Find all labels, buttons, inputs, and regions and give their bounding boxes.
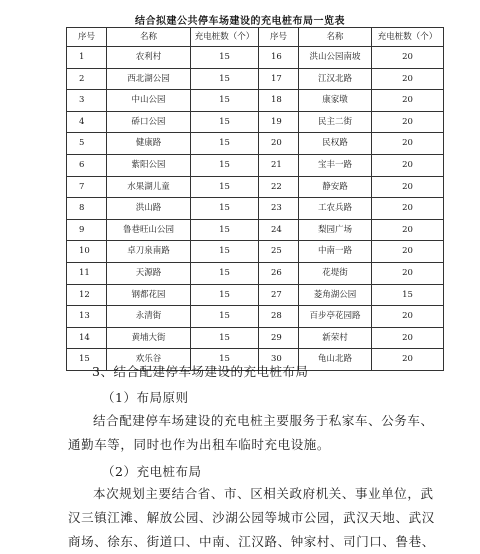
section-heading: 3、结合配建停车场建设的充电桩布局 (92, 364, 309, 379)
row-number-cell: 24 (259, 219, 299, 241)
pile-count-cell: 15 (191, 47, 259, 69)
table-row (67, 219, 444, 241)
row-number-cell: 20 (259, 133, 299, 155)
pile-count-cell: 20 (372, 47, 444, 69)
row-number-cell: 6 (67, 154, 107, 176)
paragraph-line: 本次规划主要结合省、市、区相关政府机关、事业单位，武 (93, 486, 434, 501)
location-name-cell: 钢都花园 (107, 284, 191, 306)
subheading-charging-pile-layout: （2）充电桩布局 (102, 464, 202, 479)
location-name-cell: 天源路 (107, 262, 191, 284)
table-row (67, 241, 444, 263)
column-header: 充电桩数（个） (191, 28, 259, 47)
pile-count-cell: 20 (372, 154, 444, 176)
pile-count-cell: 20 (372, 111, 444, 133)
pile-count-cell: 20 (372, 349, 444, 371)
row-number-cell: 19 (259, 111, 299, 133)
location-name-cell: 康家墩 (299, 90, 372, 112)
location-name-cell: 民主二街 (299, 111, 372, 133)
location-name-cell: 花堤街 (299, 262, 372, 284)
row-number-cell: 17 (259, 68, 299, 90)
pile-count-cell: 20 (372, 176, 444, 198)
location-name-cell: 紫阳公园 (107, 154, 191, 176)
table-title: 结合拟建公共停车场建设的充电桩布局一览表 (135, 16, 345, 27)
location-name-cell: 水果湖儿童 (107, 176, 191, 198)
pile-count-cell: 20 (372, 327, 444, 349)
location-name-cell: 民权路 (299, 133, 372, 155)
location-name-cell: 洪山路 (107, 198, 191, 220)
row-number-cell: 2 (67, 68, 107, 90)
row-number-cell: 5 (67, 133, 107, 155)
location-name-cell: 菱角湖公园 (299, 284, 372, 306)
row-number-cell: 11 (67, 262, 107, 284)
location-name-cell: 硚口公园 (107, 111, 191, 133)
row-number-cell: 22 (259, 176, 299, 198)
paragraph-line: 结合配建停车场建设的充电桩主要服务于私家车、公务车、 (93, 413, 434, 428)
table-row (67, 306, 444, 328)
paragraph-line: 商场、徐东、街道口、中南、江汉路、钟家村、司门口、鲁巷、 (68, 534, 435, 549)
charging-pile-table (66, 27, 444, 371)
pile-count-cell: 20 (372, 198, 444, 220)
table-header-row (67, 28, 444, 47)
row-number-cell: 23 (259, 198, 299, 220)
pile-count-cell: 20 (372, 68, 444, 90)
location-name-cell: 工农兵路 (299, 198, 372, 220)
row-number-cell: 8 (67, 198, 107, 220)
pile-count-cell: 20 (372, 306, 444, 328)
row-number-cell: 4 (67, 111, 107, 133)
pile-count-cell: 15 (191, 241, 259, 263)
table-row (67, 47, 444, 69)
location-name-cell: 鲁巷旺山公园 (107, 219, 191, 241)
paragraph-layout-principle (68, 409, 434, 457)
column-header: 名称 (299, 28, 372, 47)
table-row (67, 198, 444, 220)
row-number-cell: 13 (67, 306, 107, 328)
location-name-cell: 黄埔大街 (107, 327, 191, 349)
pile-count-cell: 15 (191, 306, 259, 328)
paragraph-line: 通勤车等，同时也作为出租车临时充电设施。 (68, 437, 331, 452)
table-row (67, 284, 444, 306)
pile-count-cell: 20 (372, 133, 444, 155)
pile-count-cell: 15 (191, 90, 259, 112)
row-number-cell: 9 (67, 219, 107, 241)
pile-count-cell: 15 (191, 176, 259, 198)
row-number-cell: 28 (259, 306, 299, 328)
pile-count-cell: 15 (191, 154, 259, 176)
row-number-cell: 18 (259, 90, 299, 112)
location-name-cell: 西北湖公园 (107, 68, 191, 90)
column-header: 序号 (67, 28, 107, 47)
paragraph-charging-pile-layout (68, 482, 435, 554)
table-row (67, 68, 444, 90)
row-number-cell: 26 (259, 262, 299, 284)
location-name-cell: 静安路 (299, 176, 372, 198)
table-row (67, 111, 444, 133)
row-number-cell: 7 (67, 176, 107, 198)
table-row (67, 176, 444, 198)
row-number-cell: 27 (259, 284, 299, 306)
table-row (67, 133, 444, 155)
pile-count-cell: 15 (191, 68, 259, 90)
location-name-cell: 健康路 (107, 133, 191, 155)
pile-count-cell: 20 (372, 219, 444, 241)
subheading-layout-principle: （1）布局原则 (102, 390, 189, 405)
row-number-cell: 3 (67, 90, 107, 112)
row-number-cell: 15 (67, 349, 107, 371)
location-name-cell: 宝丰一路 (299, 154, 372, 176)
pile-count-cell: 20 (372, 241, 444, 263)
row-number-cell: 12 (67, 284, 107, 306)
row-number-cell: 30 (259, 349, 299, 371)
location-name-cell: 欢乐谷 (107, 349, 191, 371)
row-number-cell: 14 (67, 327, 107, 349)
table-row (67, 90, 444, 112)
location-name-cell: 中南一路 (299, 241, 372, 263)
location-name-cell: 洪山公园南坡 (299, 47, 372, 69)
location-name-cell: 新荣村 (299, 327, 372, 349)
column-header: 序号 (259, 28, 299, 47)
pile-count-cell: 15 (191, 327, 259, 349)
row-number-cell: 29 (259, 327, 299, 349)
pile-count-cell: 15 (191, 198, 259, 220)
pile-count-cell: 15 (191, 111, 259, 133)
paragraph-line: 汉三镇江滩、解放公园、沙湖公园等城市公园，武汉天地、武汉 (68, 510, 435, 525)
table-row (67, 327, 444, 349)
table-row (67, 154, 444, 176)
pile-count-cell: 15 (191, 284, 259, 306)
location-name-cell: 中山公园 (107, 90, 191, 112)
row-number-cell: 10 (67, 241, 107, 263)
row-number-cell: 16 (259, 47, 299, 69)
location-name-cell: 卓刀泉南路 (107, 241, 191, 263)
location-name-cell: 永清街 (107, 306, 191, 328)
location-name-cell: 梨园广场 (299, 219, 372, 241)
location-name-cell: 百步亭花园路 (299, 306, 372, 328)
pile-count-cell: 15 (191, 219, 259, 241)
row-number-cell: 25 (259, 241, 299, 263)
pile-count-cell: 15 (372, 284, 444, 306)
pile-count-cell: 15 (191, 262, 259, 284)
pile-count-cell: 20 (372, 262, 444, 284)
location-name-cell: 江汉北路 (299, 68, 372, 90)
location-name-cell: 龟山北路 (299, 349, 372, 371)
column-header: 名称 (107, 28, 191, 47)
row-number-cell: 1 (67, 47, 107, 69)
column-header: 充电桩数（个） (372, 28, 444, 47)
row-number-cell: 21 (259, 154, 299, 176)
table-row (67, 262, 444, 284)
pile-count-cell: 20 (372, 90, 444, 112)
table-body (67, 47, 444, 371)
pile-count-cell: 15 (191, 133, 259, 155)
location-name-cell: 农利村 (107, 47, 191, 69)
pile-count-cell: 15 (191, 349, 259, 371)
